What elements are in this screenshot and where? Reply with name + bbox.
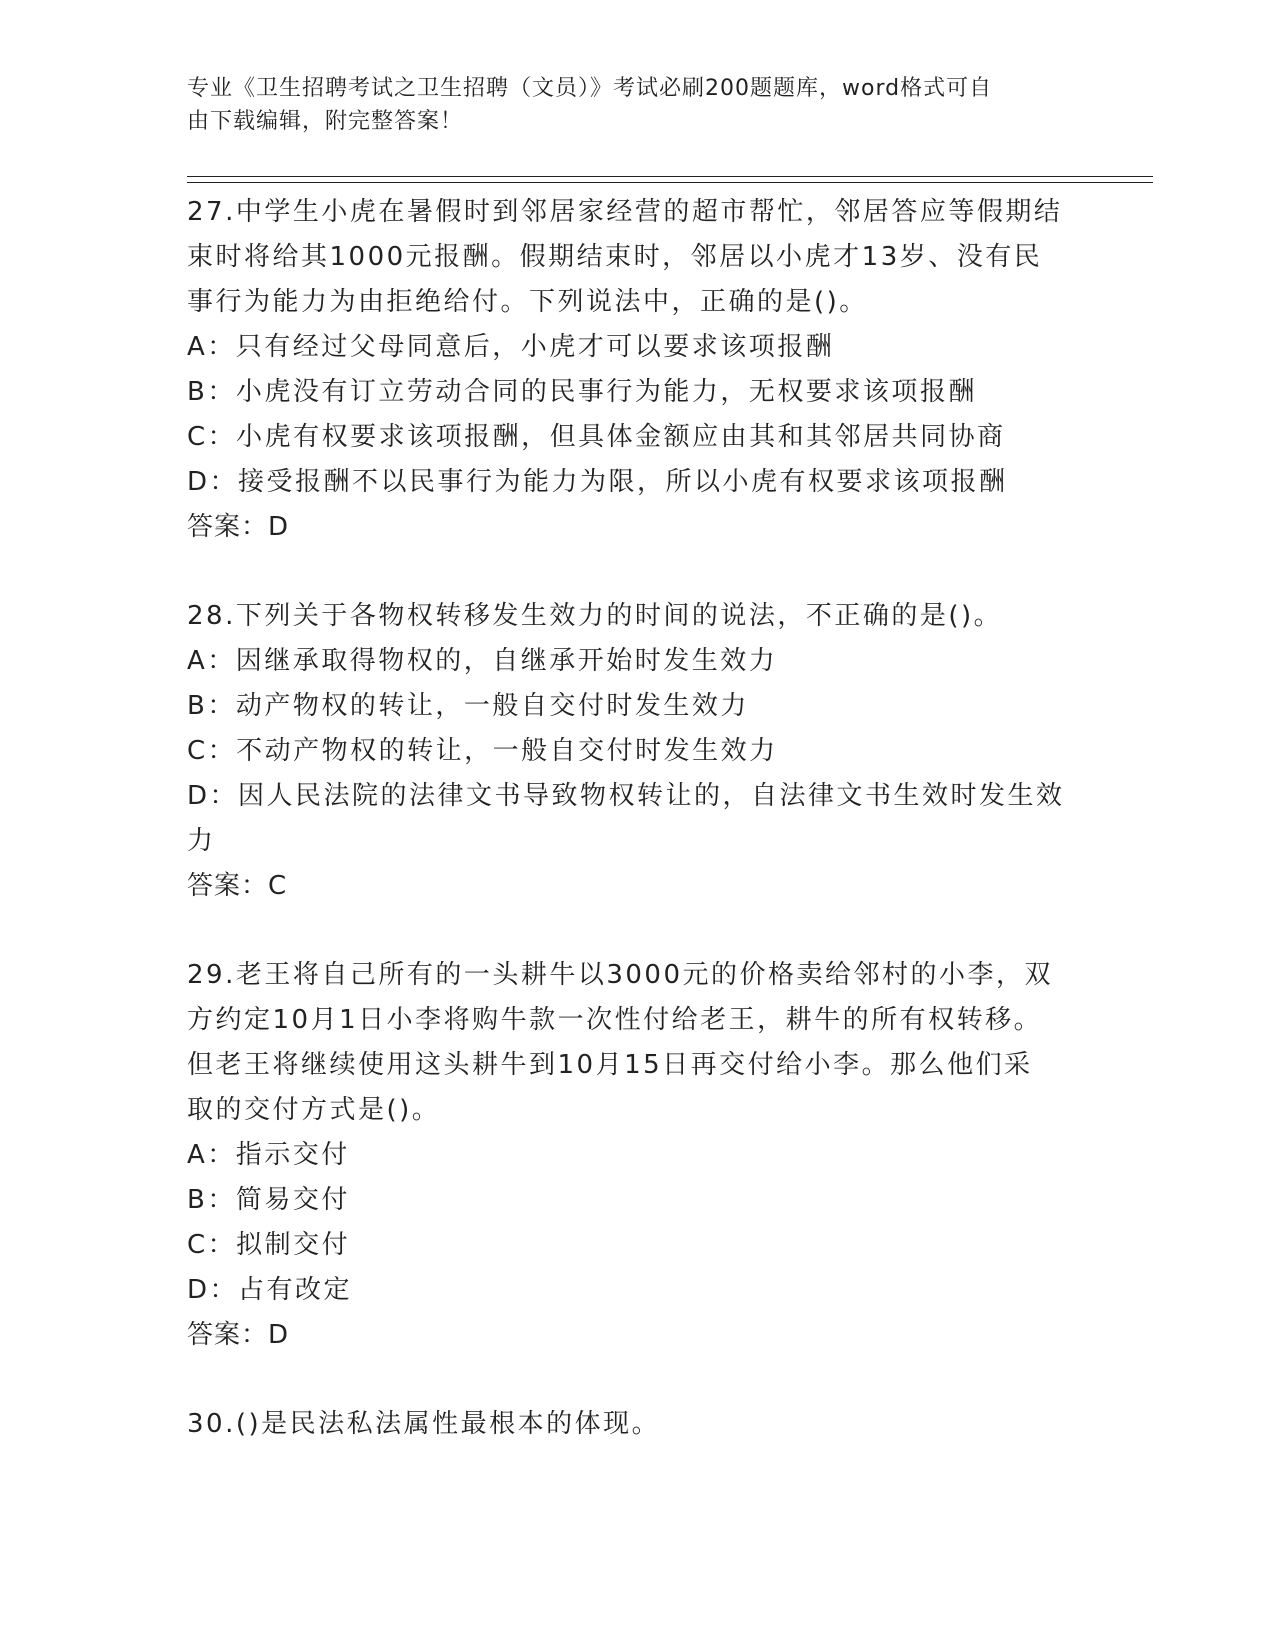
question-text-line: 30.()是民法私法属性最根本的体现。: [187, 1409, 661, 1439]
option-d: D：接受报酬不以民事行为能力为限，所以小虎有权要求该项报酬: [187, 467, 1008, 497]
header-line-1: 专业《卫生招聘考试之卫生招聘（文员）》考试必刷200题题库，word格式可自: [187, 76, 993, 101]
answer-line: 答案：D: [187, 1320, 290, 1350]
question-27: [187, 190, 1087, 550]
question-text-line: 但老王将继续使用这头耕牛到10月15日再交付给小李。那么他们采: [187, 1050, 1033, 1080]
option-d: D：因人民法院的法律文书导致物权转让的，自法律文书生效时发生效: [187, 781, 1065, 811]
option-b: B：小虎没有订立劳动合同的民事行为能力，无权要求该项报酬: [187, 377, 977, 407]
question-text-line: 方约定10月1日小李将购牛款一次性付给老王，耕牛的所有权转移。: [187, 1005, 1043, 1035]
question-text-line: 28.下列关于各物权转移发生效力的时间的说法，不正确的是()。: [187, 601, 1003, 631]
option-b: B：简易交付: [187, 1185, 350, 1215]
question-text-line: 束时将给其1000元报酬。假期结束时，邻居以小虎才13岁、没有民: [187, 242, 1043, 272]
option-d: D：占有改定: [187, 1275, 353, 1305]
answer-line: 答案：D: [187, 512, 290, 542]
question-29: [187, 953, 1087, 1358]
option-c: C：不动产物权的转让，一般自交付时发生效力: [187, 736, 778, 766]
option-a: A：指示交付: [187, 1140, 350, 1170]
document-header: [187, 72, 1067, 138]
option-d-continued: 力: [187, 826, 216, 856]
question-text-line: 29.老王将自己所有的一头耕牛以3000元的价格卖给邻村的小李，双: [187, 960, 1054, 990]
question-30: [187, 1402, 1087, 1447]
option-a: A：因继承取得物权的，自继承开始时发生效力: [187, 646, 778, 676]
header-divider-bottom: [187, 182, 1153, 183]
question-text-line: 27.中学生小虎在暑假时到邻居家经营的超市帮忙，邻居答应等假期结: [187, 197, 1063, 227]
question-28: [187, 594, 1087, 909]
option-b: B：动产物权的转让，一般自交付时发生效力: [187, 691, 749, 721]
header-line-2: 由下载编辑，附完整答案！: [187, 109, 464, 134]
option-c: C：拟制交付: [187, 1230, 351, 1260]
header-divider-top: [187, 176, 1153, 177]
question-list: [187, 190, 1087, 1447]
option-a: A：只有经过父母同意后，小虎才可以要求该项报酬: [187, 332, 835, 362]
answer-line: 答案：C: [187, 871, 288, 901]
option-c: C：小虎有权要求该项报酬，但具体金额应由其和其邻居共同协商: [187, 422, 1006, 452]
question-text-line: 取的交付方式是()。: [187, 1095, 441, 1125]
question-text-line: 事行为能力为由拒绝给付。下列说法中，正确的是()。: [187, 287, 868, 317]
